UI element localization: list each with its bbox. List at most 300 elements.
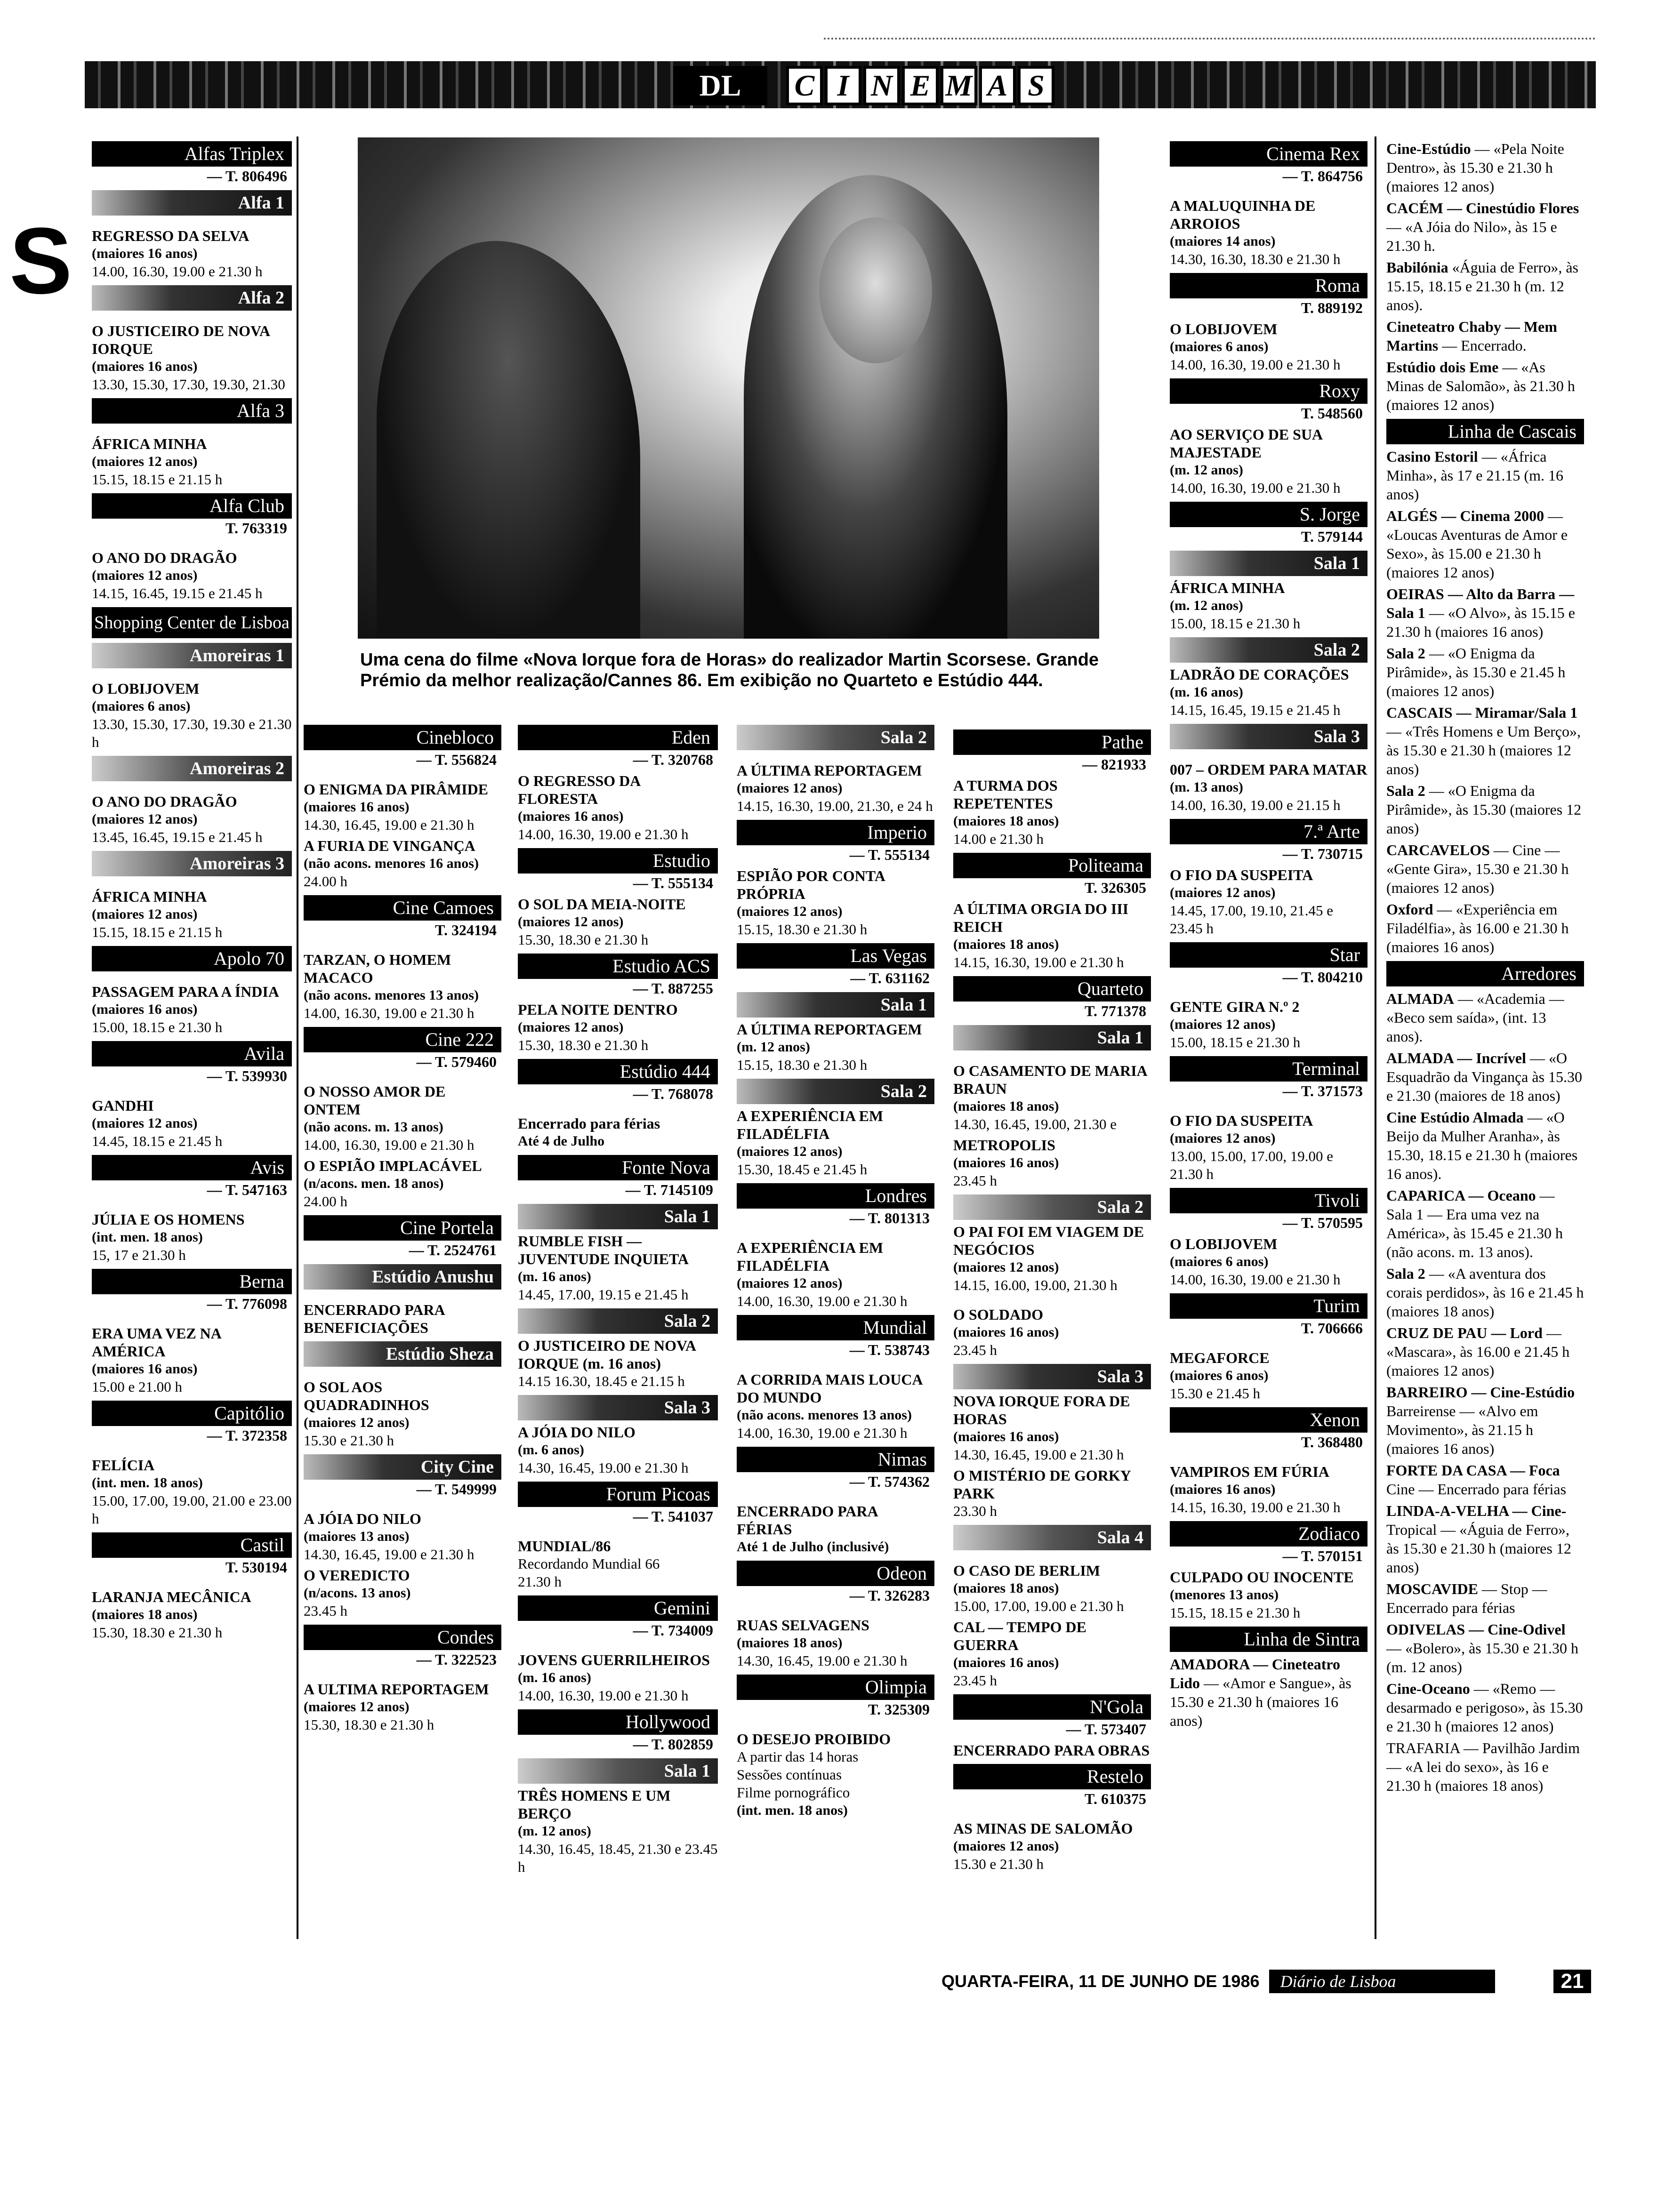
cinema-header: Roma	[1170, 273, 1367, 298]
film-listing	[92, 1588, 292, 1642]
film-detail: 14.00, 16.30, 19.00 e 21.30 h	[1170, 1271, 1341, 1288]
cinema-header: Fonte Nova	[518, 1155, 718, 1180]
film-detail: (maiores 12 anos)	[92, 811, 198, 827]
film-detail: (maiores 12 anos)	[737, 1275, 843, 1291]
film-title: O ANO DO DRAGÃO	[92, 793, 237, 810]
film-listing	[518, 1232, 718, 1304]
film-listing	[953, 1562, 1151, 1615]
film-listing	[1170, 425, 1367, 497]
regional-venue: FORTE DA CASA — Foca	[1386, 1462, 1560, 1479]
masthead-logo: DL	[673, 66, 767, 105]
cinema-phone: — T. 555134	[849, 846, 930, 863]
film-listing	[518, 1787, 718, 1876]
film-listing	[92, 1456, 292, 1528]
film-title: A ULTIMA REPORTAGEM	[304, 1681, 489, 1698]
film-listing	[737, 1370, 934, 1442]
section-title-letter: N	[863, 66, 900, 105]
screen-header: Sala 4	[953, 1525, 1151, 1550]
cinema-header: Star	[1170, 942, 1367, 968]
film-listing	[953, 1136, 1151, 1190]
film-detail: (int. men. 18 anos)	[737, 1803, 848, 1818]
cinema-phone: T. 368480	[1301, 1434, 1363, 1451]
film-listing	[953, 900, 1151, 971]
film-detail: (m. 16 anos)	[1170, 684, 1243, 700]
cinema-phone: — T. 570595	[1282, 1214, 1363, 1231]
film-detail: 13.30, 15.30, 17.30, 19.30 e 21.30 h	[92, 716, 292, 750]
cinema-phone: — T. 538743	[849, 1341, 930, 1358]
regional-venue: Babilónia	[1386, 259, 1448, 276]
film-detail: 23.45 h	[953, 1672, 997, 1689]
regional-listing: MOSCAVIDE — Stop — Encerrado para férias	[1386, 1580, 1547, 1616]
film-detail: 14.15, 16.45, 19.15 e 21.45 h	[1170, 702, 1341, 718]
film-title: CAL — TEMPO DE GUERRA	[953, 1619, 1086, 1653]
section-title-letter: I	[825, 66, 861, 105]
film-detail: 15.30, 18.30 e 21.30 h	[92, 1624, 223, 1641]
film-title: ÁFRICA MINHA	[92, 888, 207, 905]
film-listing	[953, 1467, 1151, 1520]
film-listing	[518, 1337, 718, 1390]
film-detail: Filme pornográfico	[737, 1784, 850, 1801]
cinema-header: Restelo	[953, 1764, 1151, 1789]
cinema-header: Imperio	[737, 820, 934, 845]
film-title: A ÚLTIMA REPORTAGEM	[737, 762, 922, 779]
film-detail: 15.00, 17.00, 19.00 e 21.30 h	[953, 1598, 1124, 1614]
film-title: A FURIA DE VINGANÇA	[304, 837, 475, 854]
cinema-phone: — T. 555134	[633, 874, 713, 891]
film-detail: 15.30 e 21.30 h	[304, 1432, 394, 1449]
screen-header: Amoreiras 2	[92, 756, 292, 781]
footer-masthead: Diário de Lisboa	[1269, 1970, 1495, 1993]
film-title: O ENIGMA DA PIRÂMIDE	[304, 781, 489, 798]
cinema-header: Avila	[92, 1041, 292, 1066]
listing-column-2	[304, 720, 501, 1734]
photo-caption: Uma cena do filme «Nova Iorque fora de Horas» do realizador Martin Scorsese. Grande Prémio da melhor realização/Cannes 86. Em exibição no Quarteto e Estúdio 444.	[360, 650, 1099, 690]
film-detail: (maiores 16 anos)	[953, 1429, 1059, 1444]
cinema-phone: — T. 802859	[633, 1736, 713, 1753]
film-detail: Recordando Mundial 66	[518, 1555, 660, 1572]
film-detail: (maiores 12 anos)	[518, 1019, 624, 1035]
film-listing	[1170, 998, 1367, 1051]
regional-listing: ODIVELAS — Cine-Odivel — «Bolero», às 15.30 e 21.30 h (m. 12 anos)	[1386, 1621, 1578, 1675]
film-listing	[737, 1239, 934, 1310]
regional-venue: CAPARICA — Oceano	[1386, 1187, 1536, 1204]
film-title: O SOL AOS QUADRADINHOS	[304, 1378, 429, 1413]
film-detail: 23.30 h	[953, 1503, 997, 1519]
cinema-header: S. Jorge	[1170, 502, 1367, 527]
film-detail: 14.15, 16.30, 19.00, 21.30, e 24 h	[737, 798, 933, 814]
film-detail: (m. 16 anos)	[518, 1670, 591, 1685]
cinema-header: Zodiaco	[1170, 1521, 1367, 1547]
film-title: O SOLDADO	[953, 1306, 1044, 1323]
film-title: ENCERRADO PARA BENEFICIAÇÕES	[304, 1301, 444, 1336]
film-detail: 14.30, 16.45, 19.00 e 21.30 h	[304, 817, 475, 833]
film-detail: (maiores 12 anos)	[1170, 1130, 1276, 1146]
film-listing	[518, 1001, 718, 1054]
film-detail: (maiores 12 anos)	[92, 454, 198, 469]
screen-header: Sala 2	[953, 1194, 1151, 1220]
film-detail: 14.45, 17.00, 19.10, 21.45 e 23.45 h	[1170, 902, 1334, 937]
regional-listing: Sala 2 — «A aventura dos corais perdidos», às 16 e 21.45 h (maiores 18 anos)	[1386, 1265, 1584, 1320]
film-listing	[92, 1097, 292, 1150]
film-detail: A partir das 14 horas	[737, 1748, 859, 1765]
film-listing	[953, 1618, 1151, 1690]
film-title: FELÍCIA	[92, 1457, 155, 1474]
cinema-phone: — T. 801313	[849, 1210, 930, 1226]
regional-listing: ALMADA — Incrível — «O Esquadrão da Vingança às 15.30 e 21.30 (maiores de 18 anos)	[1386, 1050, 1583, 1104]
regional-venue: Sala 2	[1386, 782, 1425, 799]
regional-listing: CAPARICA — Oceano — Sala 1 — Era uma vez na América», às 15.45 e 21.30 h (não acons. m. 13 anos).	[1386, 1187, 1563, 1260]
regional-venue: Cineteatro Chaby — Mem Martins	[1386, 318, 1557, 354]
film-listing	[1170, 866, 1367, 938]
cinema-phone: — T. 804210	[1282, 969, 1363, 986]
regional-listing: Cine-Oceano — «Remo — desarmado e perigoso», às 15.30 e 21.30 h (maiores 12 anos)	[1386, 1680, 1583, 1735]
cinema-header: Cinema Rex	[1170, 141, 1367, 167]
film-detail: 13.45, 16.45, 19.15 e 21.45 h	[92, 829, 263, 845]
film-detail: 14.45, 17.00, 19.15 e 21.45 h	[518, 1286, 689, 1303]
film-detail: (maiores 12 anos)	[737, 1144, 843, 1159]
screen-header: Sala 1	[518, 1758, 718, 1784]
side-margin-letter: S	[9, 208, 72, 313]
screen-header: Sala 3	[1170, 724, 1367, 749]
film-detail: 14.00 e 21.30 h	[953, 831, 1044, 847]
regional-listing: Sala 2 — «O Enigma da Pirâmide», às 15.30 e 21.45 h (maiores 12 anos)	[1386, 645, 1566, 699]
cinema-phone: — T. 7145109	[625, 1181, 713, 1198]
film-listing	[737, 761, 934, 815]
film-listing	[953, 1306, 1151, 1359]
film-title: A JÓIA DO NILO	[518, 1424, 635, 1441]
film-title: MEGAFORCE	[1170, 1349, 1270, 1366]
film-title: O FIO DA SUSPEITA	[1170, 866, 1313, 883]
film-detail: 15.15, 18.15 e 21.15 h	[92, 471, 223, 488]
film-title: A EXPERIÊNCIA EM FILADÉLFIA	[737, 1107, 884, 1142]
film-detail: (maiores 14 anos)	[1170, 233, 1276, 249]
regional-venue: ALMADA — Incrível	[1386, 1050, 1526, 1066]
film-detail: 14.15, 16.30, 19.00 e 21.30 h	[1170, 1499, 1341, 1515]
film-listing	[518, 1114, 718, 1150]
film-listing	[953, 1819, 1151, 1873]
film-detail: (maiores 16 anos)	[953, 1655, 1059, 1670]
film-detail: (maiores 16 anos)	[92, 1361, 198, 1377]
cinema-phone: — T. 631162	[850, 970, 930, 986]
film-listing	[304, 951, 501, 1022]
film-detail: (não acons. menores 16 anos)	[304, 856, 479, 871]
film-listing	[737, 1616, 934, 1670]
film-detail: (maiores 16 anos)	[304, 799, 410, 815]
film-detail: (m. 12 anos)	[1170, 598, 1243, 613]
film-detail: (m. 13 anos)	[1170, 779, 1243, 795]
cinema-phone: T. 610375	[1085, 1790, 1146, 1807]
regional-venue: AMADORA — Cineteatro Lido	[1170, 1656, 1341, 1691]
cinema-header: Cine Portela	[304, 1215, 501, 1241]
film-title: A TURMA DOS REPETENTES	[953, 777, 1058, 812]
film-detail: (maiores 12 anos)	[304, 1415, 410, 1430]
film-detail: (maiores 18 anos)	[953, 813, 1059, 829]
film-detail: (maiores 16 anos)	[92, 246, 198, 261]
film-detail: (não acons. m. 13 anos)	[304, 1119, 443, 1135]
film-detail: (maiores 18 anos)	[953, 1098, 1059, 1114]
film-detail: (maiores 16 anos)	[1170, 1482, 1276, 1497]
film-detail: (maiores 16 anos)	[92, 1002, 198, 1017]
regional-venue: Oxford	[1386, 901, 1433, 918]
film-title: O LOBIJOVEM	[1170, 321, 1278, 337]
film-title: 007 – ORDEM PARA MATAR	[1170, 761, 1367, 778]
film-detail: 14.00, 16.30, 19.00 e 21.15 h	[1170, 797, 1341, 813]
film-listing	[518, 772, 718, 843]
film-detail: 15, 17 e 21.30 h	[92, 1247, 186, 1263]
cinema-header: Tivoli	[1170, 1188, 1367, 1213]
screen-header: Sala 2	[1170, 637, 1367, 663]
film-detail: (maiores 12 anos)	[1170, 885, 1276, 900]
cinema-phone: T. 771378	[1085, 1002, 1146, 1019]
film-listing	[1170, 1568, 1367, 1622]
film-detail: 14.00, 16.30, 19.00 e 21.30 h	[92, 263, 263, 280]
film-title: O CASO DE BERLIM	[953, 1562, 1101, 1579]
regional-listing: Babilónia «Águia de Ferro», às 15.15, 18.15 e 21.30 h (m. 12 anos).	[1386, 259, 1578, 313]
film-title: REGRESSO DA SELVA	[92, 227, 249, 244]
cinema-phone: — T. 734009	[633, 1622, 713, 1639]
film-title: ÁFRICA MINHA	[1170, 579, 1285, 596]
film-title: ERA UMA VEZ NA AMÉRICA	[92, 1325, 221, 1360]
regional-venue: Sala 2	[1386, 645, 1425, 662]
cinema-header: Capitólio	[92, 1401, 292, 1426]
cinema-phone: — T. 579460	[416, 1053, 497, 1070]
regional-venue: LINDA-A-VELHA — Cine-	[1386, 1502, 1567, 1519]
screen-header: Sala 1	[737, 992, 934, 1018]
listing-column-1	[92, 136, 292, 1642]
cinema-phone: — T. 541037	[633, 1508, 713, 1525]
film-detail: 14.15, 16.45, 19.15 e 21.45 h	[92, 585, 263, 601]
cinema-phone: — T. 2524761	[409, 1242, 497, 1258]
screen-header: Sala 1	[1170, 551, 1367, 576]
film-title: RUMBLE FISH — JUVENTUDE INQUIETA	[518, 1233, 689, 1267]
cinema-header: Las Vegas	[737, 943, 934, 969]
film-detail: (int. men. 18 anos)	[92, 1475, 203, 1491]
regional-venue: BARREIRO — Cine-Estúdio	[1386, 1384, 1575, 1401]
film-title: O VEREDICTO	[304, 1567, 410, 1584]
film-listing	[737, 1502, 934, 1556]
film-detail: 23.45 h	[953, 1172, 997, 1189]
regional-venue: Cine-Oceano	[1386, 1680, 1470, 1697]
film-detail: (maiores 12 anos)	[953, 1259, 1059, 1275]
cinema-phone: — 821933	[1082, 756, 1146, 773]
film-title: AO SERVIÇO DE SUA MAJESTADE	[1170, 426, 1322, 461]
top-dotted-rule	[824, 38, 1596, 47]
film-title: JOVENS GUERRILHEIROS	[518, 1651, 710, 1668]
cinema-header: Roxy	[1170, 378, 1367, 404]
film-title: O SOL DA MEIA-NOITE	[518, 896, 686, 913]
film-detail: 15.00, 18.15 e 21.30 h	[1170, 615, 1301, 632]
section-title-letter: E	[902, 66, 939, 105]
film-listing	[92, 549, 292, 602]
screen-header: City Cine	[304, 1454, 501, 1480]
film-detail: 14.15, 16.00, 19.00, 21.30 h	[953, 1277, 1118, 1293]
cinema-phone: — T. 574362	[849, 1473, 930, 1490]
film-detail: 14.45, 18.15 e 21.45 h	[92, 1133, 223, 1149]
cinema-phone: T. 706666	[1301, 1320, 1363, 1337]
film-detail: (maiores 12 anos)	[1170, 1017, 1276, 1032]
cinema-phone: — T. 549999	[416, 1481, 497, 1498]
regional-listing: CARCAVELOS — Cine — «Gente Gira», 15.30 e 21.30 h (maiores 12 anos)	[1386, 842, 1569, 896]
film-listing	[1170, 320, 1367, 374]
film-detail: 24.00 h	[304, 873, 347, 890]
film-listing	[304, 780, 501, 834]
film-title: GENTE GIRA N.º 2	[1170, 998, 1300, 1015]
film-detail: (int. men. 18 anos)	[92, 1229, 203, 1245]
film-title: LARANJA MECÂNICA	[92, 1588, 251, 1605]
film-listing	[518, 895, 718, 949]
cinema-phone: — T. 570151	[1282, 1547, 1363, 1564]
film-detail: (m. 12 anos)	[518, 1823, 591, 1839]
cinema-phone: T. 889192	[1301, 299, 1363, 316]
film-detail: 14.00, 16.30, 19.00 e 21.30 h	[1170, 480, 1341, 496]
cinema-phone: — T. 887255	[633, 980, 713, 997]
film-title: ESPIÃO POR CONTA PRÓPRIA	[737, 867, 885, 902]
screen-header: Sala 3	[953, 1364, 1151, 1389]
cinema-phone: — T. 322523	[416, 1651, 497, 1668]
regional-listing: Oxford — «Experiência em Filadélfia», às 16.00 e 21.30 h (maiores 16 anos)	[1386, 901, 1569, 955]
cinema-phone: — T. 806496	[207, 168, 287, 184]
film-listing	[304, 837, 501, 890]
film-listing	[1170, 1463, 1367, 1516]
film-listing	[1170, 1235, 1367, 1289]
film-detail: (maiores 16 anos)	[953, 1324, 1059, 1340]
film-detail: 14.00, 16.30, 19.00 e 21.30 h	[304, 1005, 475, 1021]
film-listing	[1170, 579, 1367, 633]
film-detail: (maiores 6 anos)	[92, 698, 191, 714]
film-detail: 21.30 h	[518, 1573, 562, 1590]
film-detail: 15.15, 18.30 e 21.30 h	[737, 1057, 868, 1073]
film-detail: (maiores 18 anos)	[92, 1607, 198, 1622]
screen-header: Sala 2	[518, 1308, 718, 1334]
film-detail: (maiores 12 anos)	[92, 1115, 198, 1131]
film-title: PELA NOITE DENTRO	[518, 1001, 678, 1018]
cinema-header: Pathe	[953, 729, 1151, 755]
film-title: O ESPIÃO IMPLACÁVEL	[304, 1157, 482, 1174]
cinema-phone: — T. 371573	[1282, 1082, 1363, 1099]
regional-listing: FORTE DA CASA — Foca Cine — Encerrado para férias	[1386, 1462, 1567, 1498]
cinema-phone: — T. 547163	[207, 1181, 287, 1198]
film-detail: (maiores 12 anos)	[737, 780, 843, 796]
film-detail: 23.45 h	[304, 1603, 347, 1619]
film-title: O NOSSO AMOR DE ONTEM	[304, 1083, 446, 1118]
regional-venue: Casino Estoril	[1386, 448, 1478, 465]
cinema-header: Arredores	[1386, 961, 1584, 986]
film-detail: 23.45 h	[953, 1342, 997, 1358]
film-title: ÁFRICA MINHA	[92, 435, 207, 452]
film-detail: (maiores 12 anos)	[518, 914, 624, 930]
regional-venue: ALGÉS — Cinema 2000	[1386, 507, 1544, 524]
film-detail: (m. 12 anos)	[1170, 462, 1243, 478]
cinema-phone: — T. 320768	[633, 751, 713, 768]
film-detail: 14.30, 16.45, 18.45, 21.30 e 23.45 h	[518, 1841, 718, 1875]
screen-header: Alfa 2	[92, 285, 292, 311]
cinema-header: Turim	[1170, 1293, 1367, 1319]
cinema-header: Olimpia	[737, 1675, 934, 1700]
film-detail: 15.00, 18.15 e 21.30 h	[92, 1019, 223, 1035]
venue-header: Shopping Center de Lisboa	[92, 607, 292, 638]
regional-listing: ALMADA — «Academia — «Beco sem saída», (int. 13 anos).	[1386, 990, 1564, 1045]
film-detail: (maiores 16 anos)	[518, 809, 624, 824]
film-listing	[304, 1510, 501, 1563]
film-title: GANDHI	[92, 1097, 154, 1114]
cinema-header: Cine 222	[304, 1027, 501, 1052]
regional-listing: ALGÉS — Cinema 2000 — «Loucas Aventuras de Amor e Sexo», às 15.00 e 21.30 h (maiores 12 anos)	[1386, 507, 1568, 581]
film-detail: (menores 13 anos)	[1170, 1587, 1279, 1603]
cinema-header: Linha de Cascais	[1386, 419, 1584, 444]
film-listing	[1170, 1349, 1367, 1403]
film-detail: 14.30, 16.30, 18.30 e 21.30 h	[1170, 251, 1341, 267]
film-detail: 15.00 e 21.00 h	[92, 1378, 183, 1395]
cinema-phone: — T. 372358	[207, 1427, 287, 1444]
cinema-header: 7.ª Arte	[1170, 819, 1367, 844]
regional-venue: MOSCAVIDE	[1386, 1580, 1478, 1597]
film-listing	[737, 1107, 934, 1178]
film-still-photo	[358, 137, 1099, 639]
section-title-letter: A	[979, 66, 1016, 105]
film-title: O JUSTICEIRO DE NOVA IORQUE	[92, 322, 270, 357]
cinema-phone: T. 530194	[225, 1559, 287, 1576]
cinema-phone: T. 326305	[1085, 879, 1146, 896]
cinema-phone: — T. 573407	[1066, 1721, 1146, 1738]
film-detail: 14.00, 16.30, 19.00 e 21.30 h	[737, 1425, 908, 1441]
film-listing	[92, 322, 292, 393]
film-title: O DESEJO PROIBIDO	[737, 1731, 891, 1747]
film-listing	[92, 888, 292, 941]
listing-column-5	[953, 725, 1151, 1873]
film-title: O PAI FOI EM VIAGEM DE NEGÓCIOS	[953, 1223, 1144, 1258]
cinema-header: Odeon	[737, 1561, 934, 1586]
film-detail: 14.30, 16.45, 19.00 e 21.30 h	[518, 1459, 689, 1476]
film-title: MUNDIAL/86	[518, 1538, 611, 1555]
cinema-phone: — T. 556824	[416, 751, 497, 768]
regional-listing: AMADORA — Cineteatro Lido — «Amor e Sangue», às 15.30 e 21.30 h (maiores 16 anos)	[1170, 1656, 1351, 1729]
cinema-header: Eden	[518, 725, 718, 750]
film-detail: (maiores 12 anos)	[304, 1699, 410, 1715]
film-title: TARZAN, O HOMEM MACACO	[304, 951, 451, 986]
regional-listing: Cine Estúdio Almada — «O Beijo da Mulher Aranha», às 15.30, 18.15 e 21.30 h (maiores 16 anos).	[1386, 1109, 1578, 1182]
film-detail: 15.15, 18.15 e 21.15 h	[92, 924, 223, 940]
film-title: A MALUQUINHA DE ARROIOS	[1170, 197, 1316, 232]
film-title: JÚLIA E OS HOMENS	[92, 1211, 245, 1228]
screen-header: Sala 2	[737, 1079, 934, 1104]
regional-venue: CASCAIS — Miramar/Sala 1	[1386, 704, 1578, 721]
regional-listing: CASCAIS — Miramar/Sala 1 — «Três Homens e Um Berço», às 15.30 e 21.30 h (maiores 12 anos)	[1386, 704, 1581, 777]
cinema-header: Estudio ACS	[518, 954, 718, 979]
regional-listing: CRUZ DE PAU — Lord — «Mascara», às 16.00 e 21.45 h (maiores 12 anos)	[1386, 1324, 1570, 1379]
regional-venue: Estúdio dois Eme	[1386, 359, 1499, 376]
film-listing	[737, 1730, 934, 1819]
film-title: O CASAMENTO DE MARIA BRAUN	[953, 1062, 1147, 1097]
film-title: O FIO DA SUSPEITA	[1170, 1112, 1313, 1129]
film-listing	[92, 1324, 292, 1396]
photo-face	[819, 217, 932, 363]
regional-venue: CARCAVELOS	[1386, 842, 1490, 858]
screen-header: Estúdio Sheza	[304, 1341, 501, 1367]
film-detail: (não acons. menores 13 anos)	[304, 987, 479, 1003]
regional-venue: CRUZ DE PAU — Lord	[1386, 1324, 1543, 1341]
film-detail: 14.00, 16.30, 19.00 e 21.30 h	[304, 1137, 475, 1153]
regional-venue: Cine Estúdio Almada	[1386, 1109, 1524, 1126]
page-footer	[941, 1968, 1591, 1995]
listing-column-6	[1170, 136, 1367, 1730]
film-detail: 15.30, 18.30 e 21.30 h	[518, 931, 649, 948]
cinema-header: Politeama	[953, 853, 1151, 878]
film-detail: 15.30, 18.45 e 21.45 h	[737, 1161, 868, 1178]
film-listing	[953, 1741, 1151, 1759]
film-title: NOVA IORQUE FORA DE HORAS	[953, 1393, 1130, 1427]
screen-header: Sala 3	[518, 1395, 718, 1420]
cinema-header: Linha de Sintra	[1170, 1627, 1367, 1652]
